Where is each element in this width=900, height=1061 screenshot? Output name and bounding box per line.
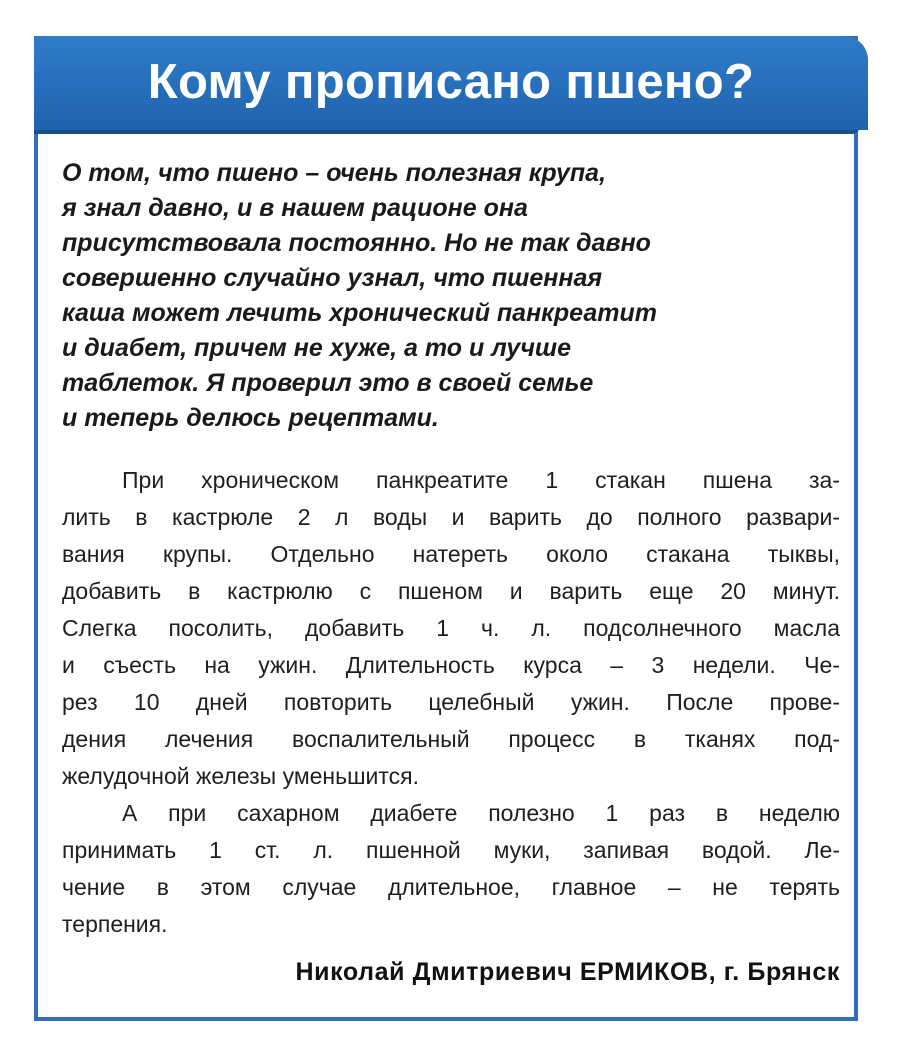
pancreatitis-paragraph-line: рез 10 дней повторить целебный ужин. После прове- [62,689,840,715]
pancreatitis-paragraph-line: Слегка посолить, добавить 1 ч. л. подсолнечного масла [62,615,840,641]
intro-paragraph [62,156,782,436]
pancreatitis-paragraph-line: лить в кастрюле 2 л воды и варить до полного развари- [62,504,840,530]
recipe-body [62,462,840,943]
intro-line: О том, что пшено – очень полезная крупа, [62,159,607,187]
diabetes-paragraph-line: принимать 1 ст. л. пшенной муки, запивая водой. Ле- [62,837,840,863]
pancreatitis-paragraph-line: дения лечения воспалительный процесс в тканях под- [62,726,840,752]
intro-line: таблеток. Я проверил это в своей семье [62,369,594,397]
pancreatitis-paragraph-line: и съесть на ужин. Длительность курса – 3 недели. Че- [62,652,840,678]
intro-line: совершенно случайно узнал, что пшенная [62,264,603,292]
pancreatitis-paragraph-line: желудочной железы уменьшится. [62,763,420,789]
pancreatitis-paragraph-line: добавить в кастрюлю с пшеном и варить еще 20 минут. [62,578,840,604]
diabetes-paragraph-line: А при сахарном диабете полезно 1 раз в неделю [122,800,840,826]
pancreatitis-paragraph-line: вания крупы. Отдельно натереть около стакана тыквы, [62,541,840,567]
intro-line: присутствовала постоянно. Но не так давно [62,229,651,257]
pancreatitis-paragraph-line: При хроническом панкреатите 1 стакан пшена за- [122,467,840,493]
intro-line: каша может лечить хронический панкреатит [62,299,657,327]
author-signature: Николай Дмитриевич ЕРМИКОВ, г. Брянск [295,958,840,986]
intro-line: и теперь делюсь рецептами. [62,404,439,432]
intro-line: я знал давно, и в нашем рационе она [62,194,528,222]
diabetes-paragraph-line: чение в этом случае длительное, главное – не терять [62,874,840,900]
diabetes-paragraph-line: терпения. [62,911,168,937]
intro-line: и диабет, причем не хуже, а то и лучше [62,334,572,362]
article-title: Кому прописано пшено? [147,55,755,109]
